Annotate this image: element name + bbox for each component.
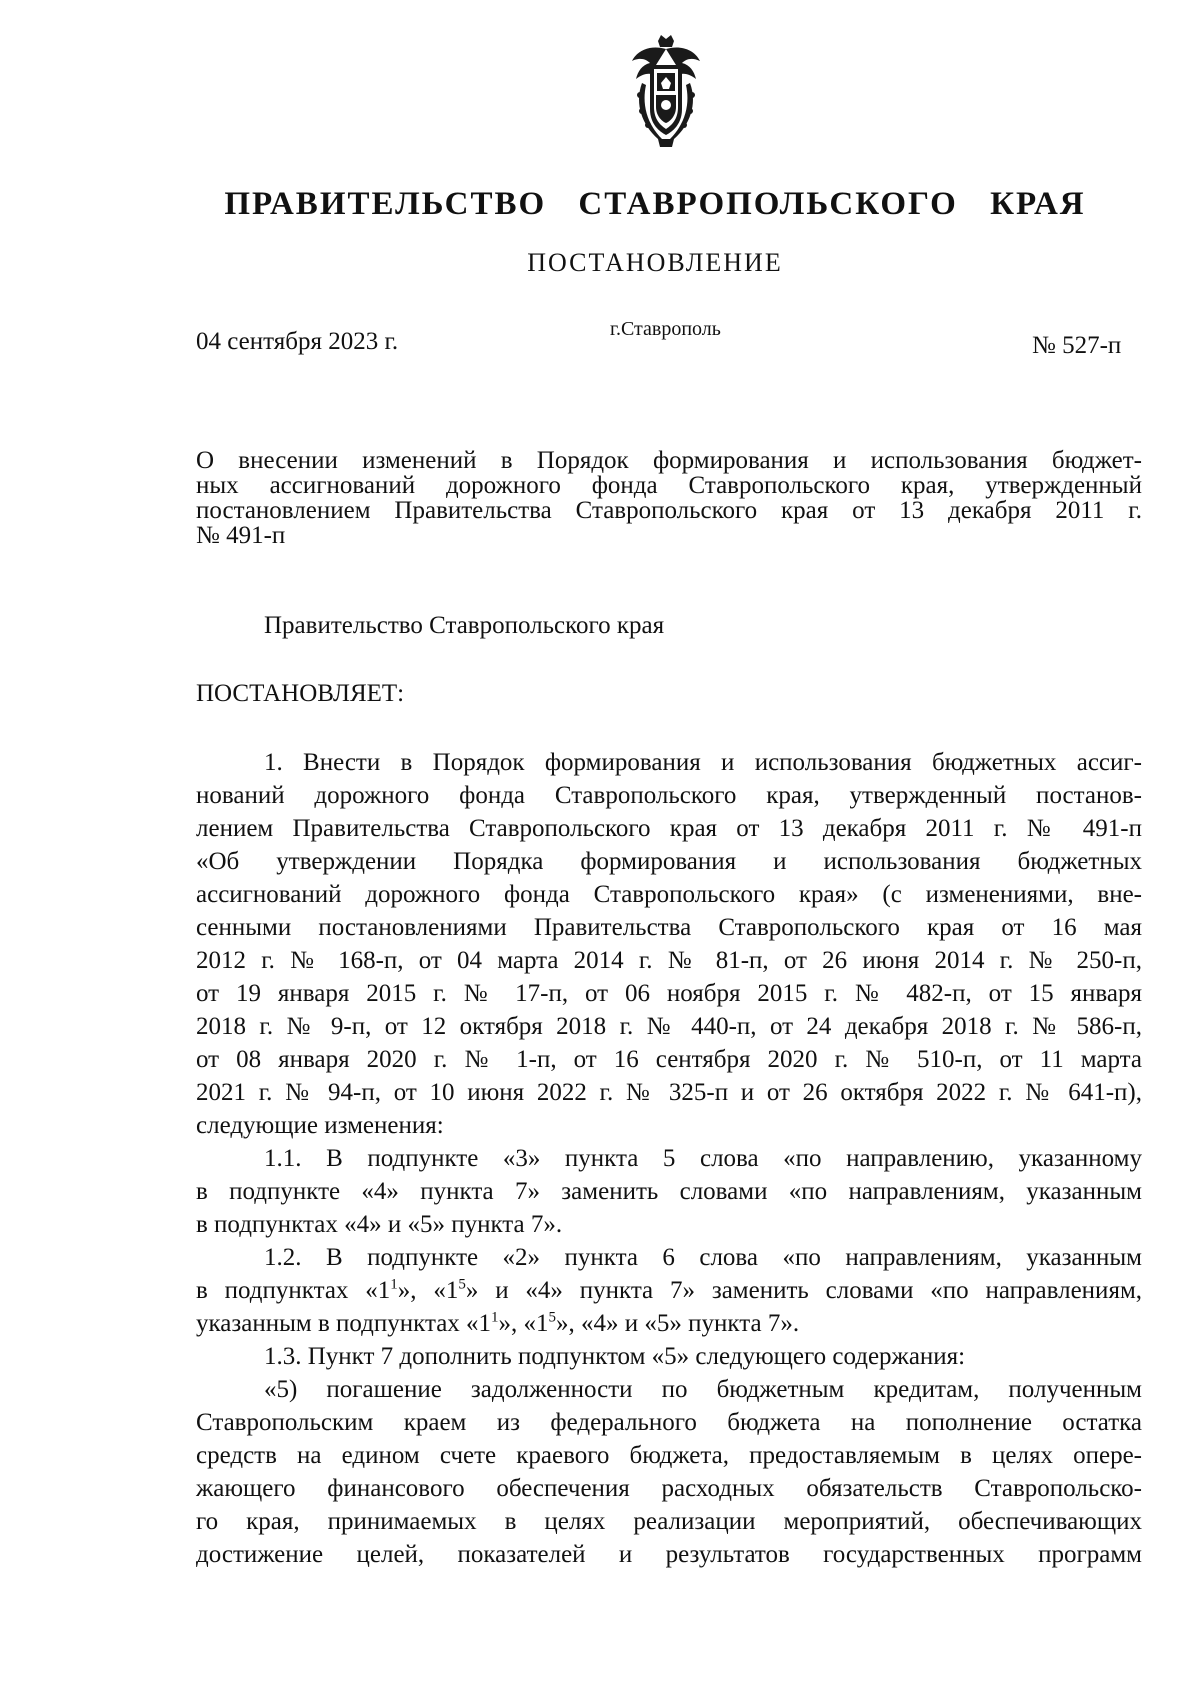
paragraph-line: ассигнований дорожного фонда Ставропольского края» (с изменениями, вне-: [196, 881, 1142, 908]
paragraph-line: в подпунктах «4» и «5» пункта 7».: [196, 1211, 563, 1238]
subitem-5: [196, 1373, 1142, 1571]
text-run: », «1: [397, 1277, 459, 1304]
text-run: », «4» и «5» пункта 7».: [556, 1310, 800, 1337]
paragraph-line: жающего финансового обеспечения расходных обязательств Ставропольско-: [196, 1475, 1142, 1502]
preamble-resolves: ПОСТАНОВЛЯЕТ:: [196, 680, 405, 707]
paragraph-line: 1.3. Пункт 7 дополнить подпунктом «5» следующего содержания:: [264, 1343, 966, 1370]
text-run: » и «4» пункта 7» заменить словами «по направлениям,: [465, 1277, 1143, 1304]
paragraph-line: нований дорожного фонда Ставропольского края, утвержденный постанов-: [196, 782, 1142, 809]
paragraph-line: 2018 г. № 9-п, от 12 октября 2018 г. № 440-п, от 24 декабря 2018 г. № 586-п,: [196, 1013, 1142, 1040]
paragraph-line: сенными постановлениями Правительства Ставропольского края от 16 мая: [196, 914, 1142, 941]
paragraph-line: [196, 1307, 1142, 1340]
paragraph-line: от 08 января 2020 г. № 1-п, от 16 сентября 2020 г. № 510-п, от 11 марта: [196, 1046, 1142, 1073]
item-1-3: [196, 1340, 1142, 1373]
item-1-1: [196, 1142, 1142, 1241]
document-subject: [196, 448, 1142, 548]
paragraph-line: «Об утверждении Порядка формирования и использования бюджетных: [196, 848, 1142, 875]
paragraph-line: 1.1. В подпункте «3» пункта 5 слова «по направлению, указанному: [264, 1145, 1142, 1172]
text-run: в подпунктах «1: [196, 1277, 391, 1304]
paragraph-line: средств на едином счете краевого бюджета, предоставляемым в целях опере-: [196, 1442, 1142, 1469]
paragraph-line: го края, принимаемых в целях реализации мероприятий, обеспечивающих: [196, 1508, 1142, 1535]
document-type: ПОСТАНОВЛЕНИЕ: [527, 248, 783, 277]
superscript: 1: [491, 1309, 499, 1326]
paragraph-line: Ставропольским краем из федерального бюджета на пополнение остатка: [196, 1409, 1142, 1436]
paragraph-line: достижение целей, показателей и результатов государственных программ: [196, 1541, 1142, 1568]
paragraph-line: следующие изменения:: [196, 1112, 444, 1139]
page-title: ПРАВИТЕЛЬСТВО СТАВРОПОЛЬСКОГО КРАЯ: [224, 186, 1086, 222]
superscript: 1: [390, 1276, 398, 1293]
paragraph-line: [196, 1274, 1142, 1307]
subject-line: № 491-п: [196, 522, 286, 549]
preamble-government: Правительство Ставропольского края: [264, 612, 665, 639]
item-1-2: [196, 1241, 1142, 1340]
subject-line: О внесении изменений в Порядок формирования и использования бюджет-: [196, 447, 1142, 474]
paragraph-line: 1.2. В подпункте «2» пункта 6 слова «по направлениям, указанным: [264, 1244, 1142, 1271]
text-run: », «1: [498, 1310, 549, 1337]
paragraph-line: в подпункте «4» пункта 7» заменить словами «по направлениям, указанным: [196, 1178, 1142, 1205]
paragraph-1: [196, 746, 1142, 1142]
text-run: указанным в подпунктах «1: [196, 1310, 492, 1337]
paragraph-line: 2021 г. № 94-п, от 10 июня 2022 г. № 325-п и от 26 октября 2022 г. № 641-п),: [196, 1079, 1142, 1106]
subject-line: ных ассигнований дорожного фонда Ставропольского края, утвержденный: [196, 472, 1142, 499]
paragraph-line: 2012 г. № 168-п, от 04 марта 2014 г. № 81-п, от 26 июня 2014 г. № 250-п,: [196, 947, 1142, 974]
superscript: 5: [458, 1276, 466, 1293]
paragraph-line: лением Правительства Ставропольского края от 13 декабря 2011 г. № 491-п: [196, 815, 1142, 842]
subject-line: постановлением Правительства Ставропольского края от 13 декабря 2011 г.: [196, 497, 1142, 524]
document-number: № 527-п: [1032, 332, 1122, 359]
stavropol-coat-of-arms-icon: [628, 35, 704, 147]
superscript: 5: [548, 1309, 557, 1326]
paragraph-line: «5) погашение задолженности по бюджетным кредитам, полученным: [264, 1376, 1142, 1403]
document-date: 04 сентября 2023 г.: [196, 328, 399, 355]
paragraph-line: 1. Внести в Порядок формирования и использования бюджетных ассиг-: [264, 749, 1142, 776]
paragraph-line: от 19 января 2015 г. № 17-п, от 06 ноября 2015 г. № 482-п, от 15 января: [196, 980, 1142, 1007]
document-city: г.Ставрополь: [610, 318, 721, 340]
